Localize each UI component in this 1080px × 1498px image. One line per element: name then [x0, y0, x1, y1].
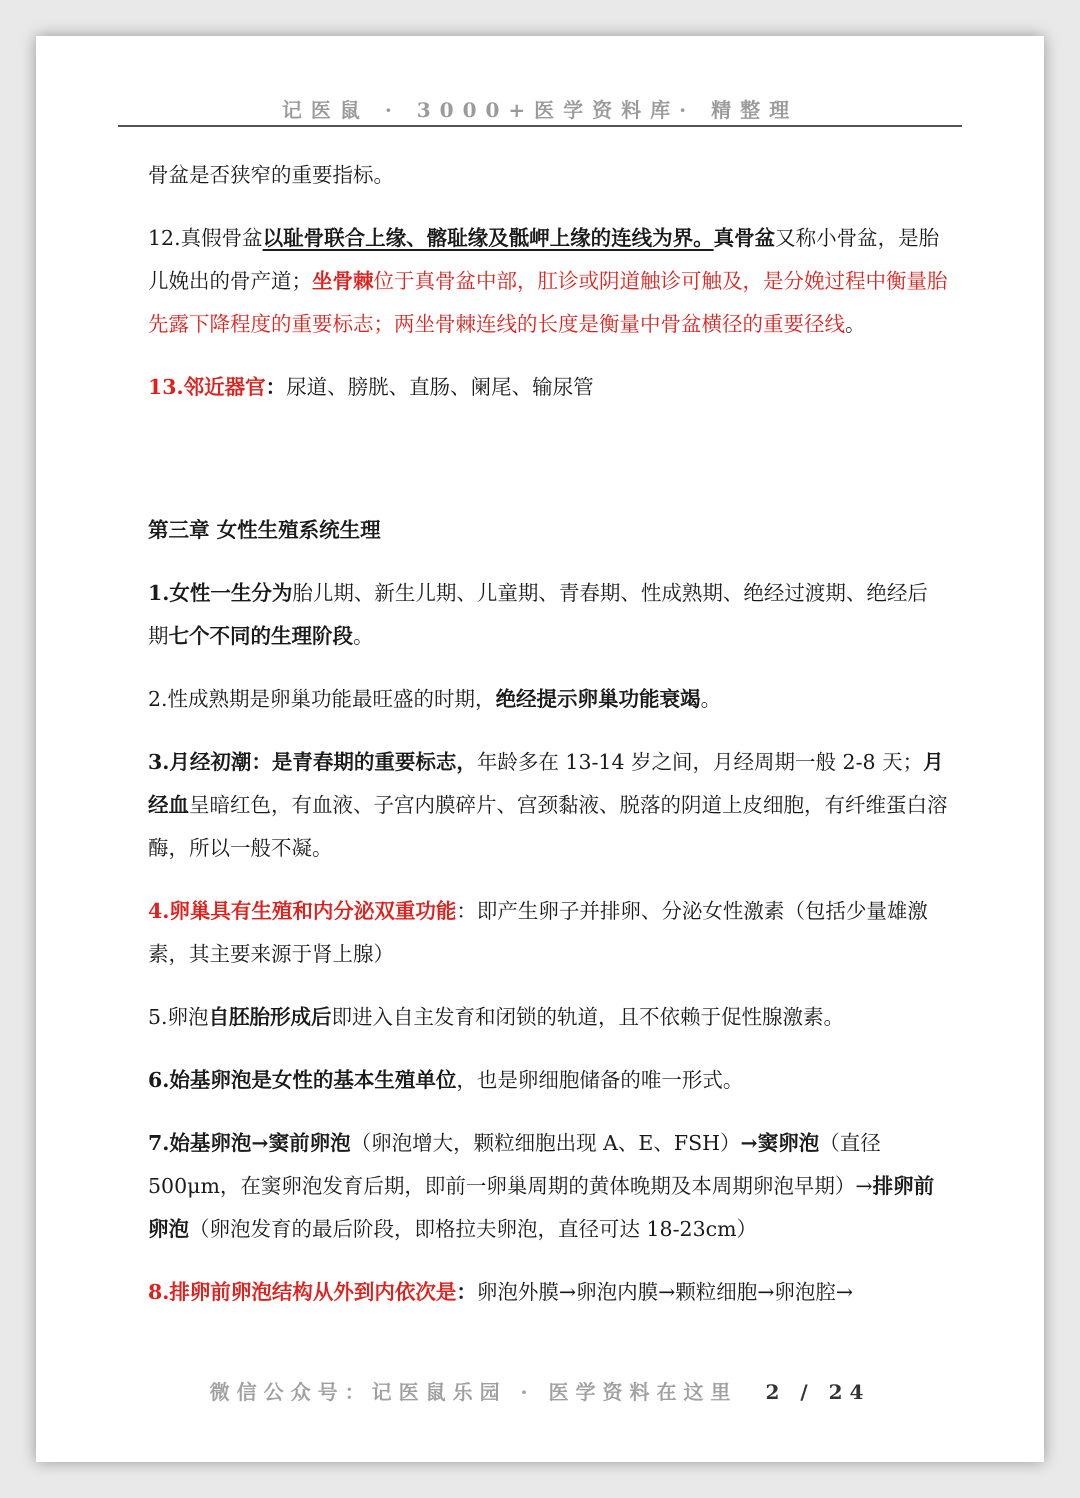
text: 。: [700, 687, 722, 711]
text: 即进入自主发育和闭锁的轨道，且不依赖于促性腺激素。: [331, 1005, 845, 1029]
text-bold: →窦卵泡: [740, 1131, 820, 1155]
page-footer: [118, 1376, 962, 1405]
chapter-heading: 第三章 女性生殖系统生理: [148, 518, 381, 542]
text: 5.卵泡: [148, 1005, 209, 1029]
text: 。: [845, 312, 866, 336]
paragraph-5: [148, 996, 948, 1039]
spacer: [148, 429, 948, 509]
text: 又称小骨盆，是胎儿娩出的骨产道；: [148, 226, 940, 293]
document-page: [36, 36, 1044, 1462]
paragraph-12: [148, 217, 948, 346]
text: 2.性成熟期是卵巢功能最旺盛的时期，: [148, 687, 496, 711]
text-bold: ：: [456, 1280, 477, 1304]
text: 呈暗红色，有血液、子宫内膜碎片、宫颈黏液、脱落的阴道上皮细胞，有纤维蛋白溶酶，所以一般不凝。: [148, 793, 948, 860]
text: 骨盆是否狭窄的重要指标。: [148, 163, 394, 187]
paragraph-7: [148, 1122, 948, 1251]
text-bold-red: 4.卵巢具有生殖和内分泌双重功能: [148, 899, 457, 923]
text-bold: ：: [265, 375, 287, 399]
text-bold: 排卵前卵泡: [148, 1174, 935, 1241]
text-bold-red: 坐骨棘: [312, 269, 374, 293]
paragraph-8: [148, 1271, 948, 1314]
text-bold-red: 8.排卵前卵泡结构从外到内依次是: [148, 1280, 457, 1304]
text: 卵泡外膜→卵泡内膜→颗粒细胞→卵泡腔→: [476, 1280, 854, 1304]
text-bold: 6.始基卵泡是女性的基本生殖单位: [148, 1068, 457, 1092]
paragraph-pelvis-end: [148, 154, 948, 197]
header-divider: [118, 125, 962, 127]
footer-text: 微信公众号：记医鼠乐园 · 医学资料在这里: [209, 1380, 738, 1404]
text-bold-red: 13.邻近器官: [148, 375, 266, 399]
text: 年龄多在 13-14 岁之间，月经周期一般 2-8 天；: [476, 750, 924, 774]
text-bold: 7.始基卵泡→窦前卵泡: [148, 1131, 351, 1155]
text-red: 位于真骨盆中部，肛诊或阴道触诊可触及，是分娩过程中衡量胎先露下降程度的重要标志；两坐骨棘连线的长度是衡量中骨盆横径的重要径线: [148, 269, 948, 336]
text: （卵泡增大，颗粒细胞出现 A、E、FSH）: [350, 1131, 741, 1155]
text: 尿道、膀胱、直肠、阑尾、输尿管: [286, 375, 594, 399]
text: 12.真假骨盆: [148, 226, 263, 250]
text-bold: 七个不同的生理阶段: [168, 624, 353, 648]
paragraph-13: [148, 366, 948, 409]
paragraph-2: [148, 678, 948, 721]
text-bold: 1.女性一生分为: [148, 581, 293, 605]
text: （卵泡发育的最后阶段，即格拉夫卵泡，直径可达 18-23cm）: [189, 1217, 758, 1241]
text-bold: 自胚胎形成后: [208, 1005, 332, 1029]
text-bold: 真骨盆: [713, 226, 776, 250]
text: 胎儿期、新生儿期、儿童期、青春期、性成熟期、绝经过渡期、绝经后期: [148, 581, 928, 648]
page-content: [148, 154, 948, 1334]
text-bold-underline: 以耻骨联合上缘、髂耻缘及骶岬上缘的连线为界。: [262, 226, 714, 250]
paragraph-1: [148, 572, 948, 658]
paragraph-4: [148, 890, 948, 976]
page-number: 2 / 24: [765, 1380, 871, 1404]
paragraph-3: [148, 741, 948, 870]
paragraph-6: [148, 1059, 948, 1102]
text-bold: 月经血: [148, 750, 944, 817]
text: ：即产生卵子并排卵、分泌女性激素（包括少量雄激素，其主要来源于肾上腺）: [148, 899, 928, 966]
page-header: 记医鼠 · 3000+医学资料库· 精整理: [281, 98, 799, 122]
text-bold: 3.月经初潮：是青春期的重要标志，: [148, 750, 477, 774]
text-bold: 绝经提示卵巢功能衰竭: [495, 687, 701, 711]
text: 。: [353, 624, 374, 648]
text: ，也是卵细胞储备的唯一形式。: [456, 1068, 744, 1092]
text: （直径500μm，在窦卵泡发育后期，即前一卵巢周期的黄体晚期及本周期卵泡早期）→: [148, 1131, 881, 1198]
